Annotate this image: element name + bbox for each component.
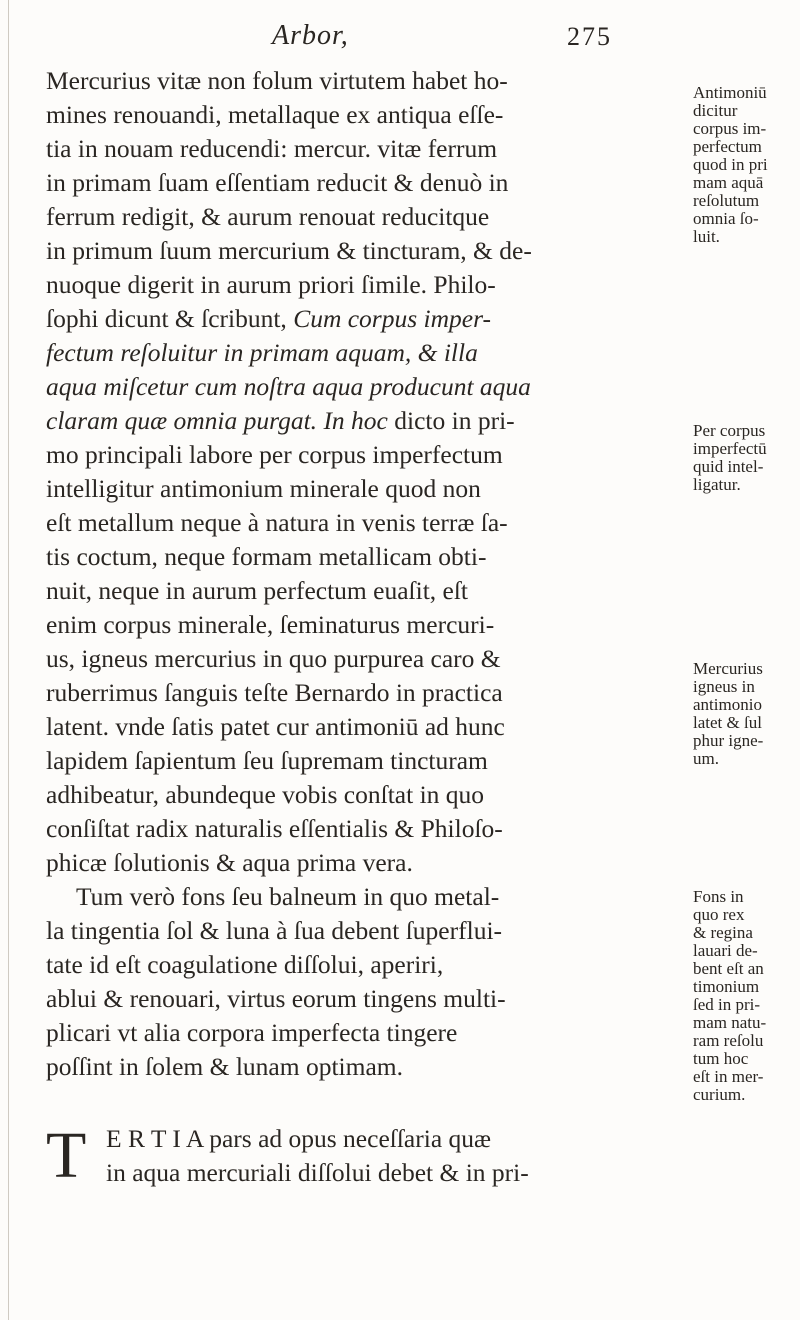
text-line: la tingentia ſol & luna à ſua debent ſuperflui- [46, 916, 503, 945]
text-line: adhibeatur, abundeque vobis conſtat in quo [46, 780, 485, 809]
text-line: eſt metallum neque à natura in venis terræ ſa- [46, 508, 508, 537]
text-line: in primam ſuam eſſentiam reducit & denuò in [46, 168, 509, 197]
margin-note-line: Fons in [693, 887, 744, 906]
margin-note-line: antimonio [693, 695, 762, 714]
text-span: dicto in pri- [394, 406, 515, 435]
margin-note-line: ram reſolu [693, 1031, 764, 1050]
margin-note-line: Mercurius [693, 659, 763, 678]
text-line: tia in nouam reducendi: mercur. vitæ ferrum [46, 134, 498, 163]
margin-note-line: lauari de- [693, 941, 758, 960]
page-number: 275 [567, 22, 612, 51]
text-line: nuoque digerit in aurum priori ſimile. Philo- [46, 270, 496, 299]
text-line: Mercurius vitæ non folum virtutem habet ho- [46, 66, 508, 95]
margin-note-line: eſt in mer- [693, 1067, 764, 1086]
margin-note [693, 84, 798, 246]
italic-quote: Cum corpus imper- [293, 304, 491, 333]
margin-note-line: omnia ſo- [693, 209, 759, 228]
running-title: Arbor, [272, 20, 349, 51]
italic-quote-line: fectum reſoluitur in primam aquam, & illa [46, 338, 478, 367]
margin-note-line: phur igne- [693, 731, 764, 750]
margin-note [693, 660, 798, 768]
text-line: tate id eſt coagulatione diſſolui, aperiri, [46, 950, 444, 979]
margin-note-line: bent eſt an [693, 959, 764, 978]
text-line: intelligitur antimonium minerale quod non [46, 474, 481, 503]
text-line: mines renouandi, metallaque ex antiqua eſſe- [46, 100, 504, 129]
drop-cap: T [46, 1119, 87, 1192]
margin-note-line: imperfectū [693, 439, 767, 458]
margin-note-line: corpus im- [693, 119, 767, 138]
text-line: ferrum redigit, & aurum renouat reducitque [46, 202, 490, 231]
margin-note-line: reſolutum [693, 191, 760, 210]
margin-note-line: perfectum [693, 137, 762, 156]
text-line [46, 404, 515, 438]
text-line: in primum ſuum mercurium & tincturam, & de- [46, 236, 532, 265]
margin-note-line: quod in pri [693, 155, 768, 174]
running-head [60, 20, 680, 60]
margin-note-line: latet & ſul [693, 713, 762, 732]
margin-note-line: dicitur [693, 101, 738, 120]
margin-note-line: curium. [693, 1085, 746, 1104]
text-line: lapidem ſapientum ſeu ſupremam tincturam [46, 746, 488, 775]
section-first-line: E R T I A pars ad opus neceſſaria quæ [106, 1124, 492, 1153]
margin-note-line: & regina [693, 923, 753, 942]
text-line: poſſint in ſolem & lunam optimam. [46, 1052, 403, 1081]
margin-note [693, 888, 798, 1104]
margin-note-line: tum hoc [693, 1049, 749, 1068]
text-line [46, 302, 491, 336]
margin-note-line: ſed in pri- [693, 995, 761, 1014]
margin-note-line: um. [693, 749, 719, 768]
italic-quote-line: aqua miſcetur cum noſtra aqua producunt aqua [46, 372, 531, 401]
text-line: latent. vnde ſatis patet cur antimoniū ad hunc [46, 712, 505, 741]
margin-note-line: mam natu- [693, 1013, 767, 1032]
margin-note-line: mam aquā [693, 173, 764, 192]
margin-note-line: Per corpus [693, 421, 766, 440]
section-second-line: in aqua mercuriali diſſolui debet & in pri- [106, 1158, 529, 1187]
paragraph-start-line: Tum verò fons ſeu balneum in quo metal- [76, 882, 500, 911]
italic-phrase: In hoc [323, 406, 388, 435]
text-line: ablui & renouari, virtus eorum tingens multi- [46, 984, 506, 1013]
text-line: tis coctum, neque formam metallicam obti- [46, 542, 487, 571]
margin-note-line: Antimoniū [693, 83, 767, 102]
text-line: phicæ ſolutionis & aqua prima vera. [46, 848, 413, 877]
margin-note-line: quid intel- [693, 457, 764, 476]
text-line: ruberrimus ſanguis teſte Bernardo in practica [46, 678, 503, 707]
margin-note-line: quo rex [693, 905, 745, 924]
margin-note-line: timonium [693, 977, 760, 996]
text-line: mo principali labore per corpus imperfectum [46, 440, 503, 469]
text-span: ſophi dicunt & ſcribunt, [46, 304, 287, 333]
margin-note-line: igneus in [693, 677, 755, 696]
text-line: enim corpus minerale, ſeminaturus mercuri- [46, 610, 495, 639]
italic-quote: claram quæ omnia purgat. [46, 406, 318, 435]
margin-note [693, 422, 798, 494]
text-line: plicari vt alia corpora imperfecta tingere [46, 1018, 458, 1047]
margin-note-line: ligatur. [693, 475, 741, 494]
text-line: conſiſtat radix naturalis eſſentialis & Philoſo- [46, 814, 503, 843]
margin-note-line: luit. [693, 227, 720, 246]
page-edge-rule [8, 0, 9, 1320]
text-line: us, igneus mercurius in quo purpurea caro & [46, 644, 501, 673]
text-line: nuit, neque in aurum perfectum euaſit, eſt [46, 576, 469, 605]
